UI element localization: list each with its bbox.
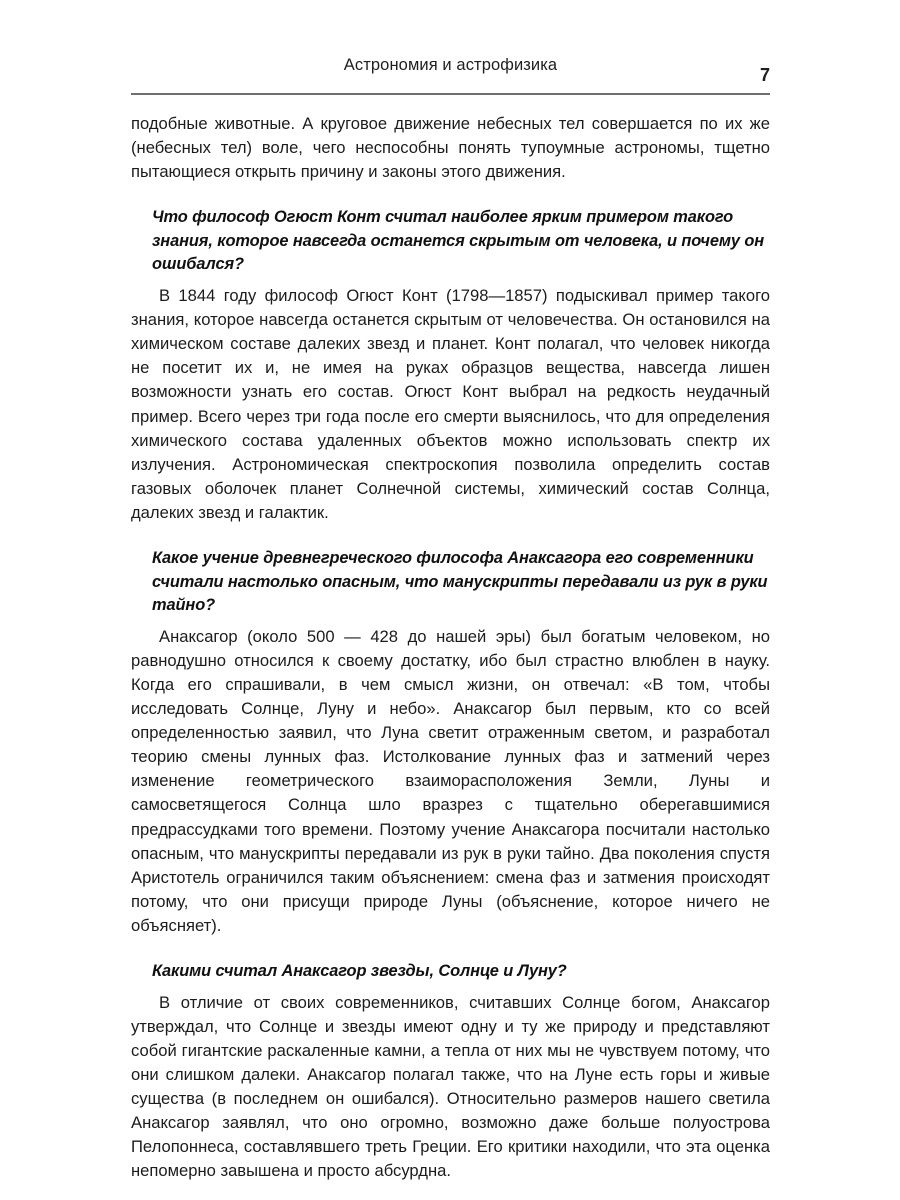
- question-heading: Какое учение древнегреческого философа Анаксагора его современники считали настолько опасным, что манускрипты передавали из рук в руки тайно?: [152, 549, 768, 615]
- running-head: [131, 56, 770, 86]
- body-paragraph: В 1844 году философ Огюст Конт (1798—1857) подыскивал пример такого знания, которое навсегда останется скрытым от человечества. Он остановился на химическом составе далеких звезд и планет. Конт полагал, что человек никогда не посетит их и, не имея на руках образцов вещества, навсегда лишен возможности узнать его состав. Огюст Конт выбрал на редкость неудачный пример. Всего через три года после его смерти выяснилось, что для определения химического состава удаленных объектов можно использовать спектр их излучения. Астрономическая спектроскопия позволила определить состав газовых оболочек планет Солнечной системы, химический состав Солнца, далеких звезд и галактик.: [131, 286, 770, 522]
- page-content: [131, 56, 770, 1183]
- question-heading: Какими считал Анаксагор звезды, Солнце и Луну?: [152, 962, 567, 980]
- running-head-title: Астрономия и астрофизика: [343, 56, 558, 74]
- text-flow: [131, 112, 770, 1183]
- body-paragraph: Анаксагор (около 500 — 428 до нашей эры) был богатым человеком, но равнодушно относился к своему достатку, ибо был страстно влюблен в науку. Когда его спрашивали, в чем смысл жизни, он отвечал: «В том, чтобы исследовать Солнце, Луну и небо». Анаксагор был первым, кто со всей определенностью заявил, что Луна светит отраженным светом, и разработал теорию смены лунных фаз. Истолкование лунных фаз и затмений через изменение геометрического взаиморасположения Земли, Луны и самосветящегося Солнца шло вразрез с тщательно оберегавшимися предрассудками того времени. Поэтому учение Анаксагора посчитали настолько опасным, что манускрипты передавали из рук в руки тайно. Два поколения спустя Аристотель ограничился таким объяснением: смена фаз и затмения происходят потому, что они присущи природе Луны (объяснение, которое ничего не объясняет).: [131, 626, 770, 935]
- question-heading: Что философ Огюст Конт считал наиболее ярким примером такого знания, которое навсегда останется скрытым от человека, и почему он ошибался?: [152, 208, 765, 274]
- page-number: 7: [759, 65, 770, 85]
- body-paragraph: В отличие от своих современников, считавших Солнце богом, Анаксагор утверждал, что Солнце и звезды имеют одну и ту же природу и представляют собой гигантские раскаленные камни, а тепла от них мы не чувствуем потому, что они слишком далеки. Анаксагор полагал также, что на Луне есть горы и живые существа (в последнем он ошибался). Относительно размеров нашего светила Анаксагор заявлял, что оно огромно, возможно даже больше полуострова Пелопоннеса, составлявшего треть Греции. Его критики находили, что эта оценка непомерно завышена и просто абсурдна.: [131, 992, 770, 1181]
- running-head-rule: [131, 93, 770, 95]
- body-paragraph: подобные животные. А круговое движение небесных тел совершается по их же (небесных тел) воле, чего неспособны понять тупоумные астрономы, тщетно пытающиеся открыть причину и законы этого движения.: [131, 114, 770, 182]
